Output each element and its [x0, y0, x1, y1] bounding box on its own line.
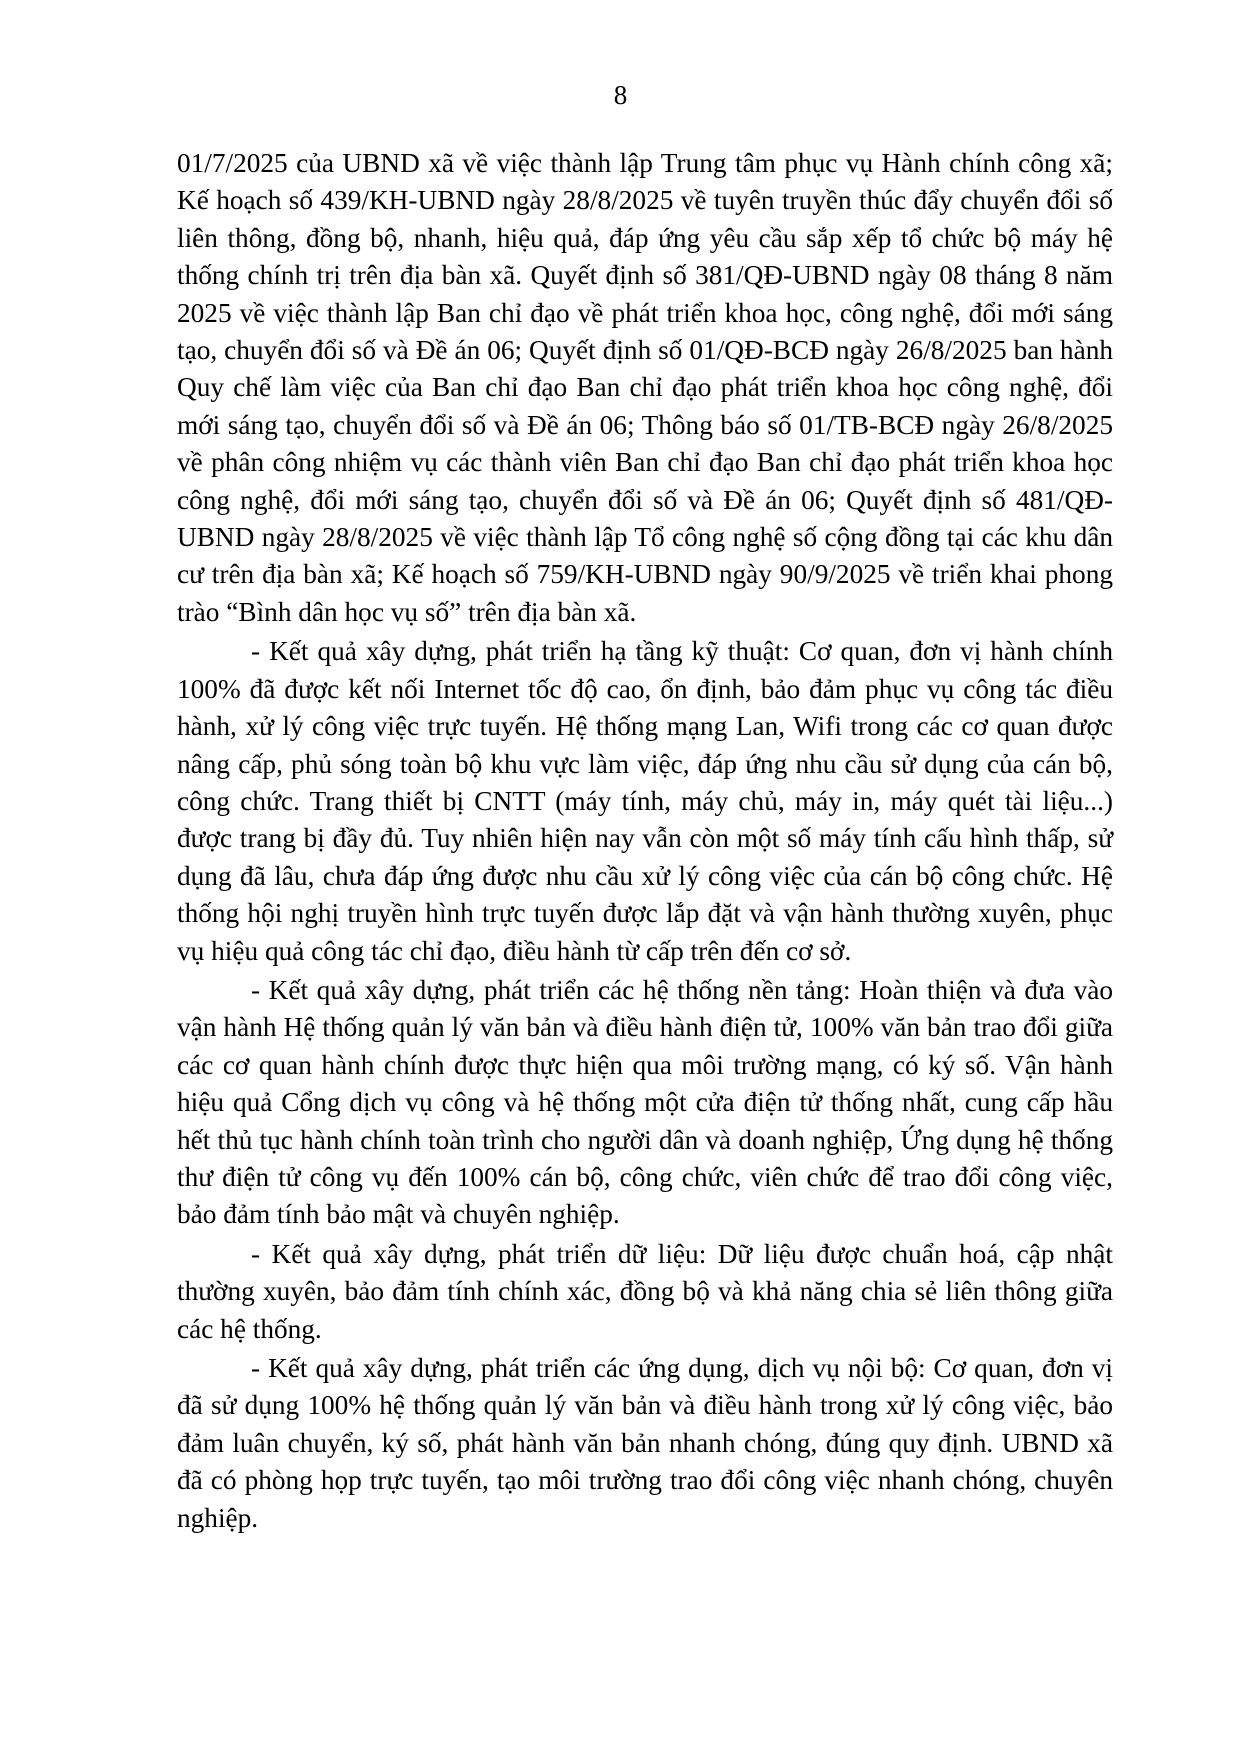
paragraph-platform-systems: - Kết quả xây dựng, phát triển các hệ thống nền tảng: Hoàn thiện và đưa vào vận hành Hệ thống quản lý văn bản và điều hành điện tử, 100% văn bản trao đổi giữa các cơ quan hành chính được thực hiện qua môi trường mạng, có ký số. Vận hành hiệu quả Cổng dịch vụ công và hệ thống một cửa điện tử thống nhất, cung cấp hầu hết thủ tục hành chính toàn trình cho người dân và doanh nghiệp, Ứng dụng hệ thống thư điện tử công vụ đến 100% cán bộ, công chức, viên chức để trao đổi công việc, bảo đảm tính bảo mật và chuyên nghiệp.	[177, 974, 1113, 1230]
paragraph-internal-applications: - Kết quả xây dựng, phát triển các ứng dụng, dịch vụ nội bộ: Cơ quan, đơn vị đã sử dụng 100% hệ thống quản lý văn bản và điều hành trong xử lý công việc, bảo đảm luân chuyển, ký số, phát hành văn bản nhanh chóng, đúng quy định. UBND xã đã có phòng họp trực tuyến, tạo môi trường trao đổi công việc nhanh chóng, chuyên nghiệp.	[177, 1353, 1113, 1533]
paragraph-legal-documents: 01/7/2025 của UBND xã về việc thành lập Trung tâm phục vụ Hành chính công xã; Kế hoạch số 439/KH-UBND ngày 28/8/2025 về tuyên truyền thúc đẩy chuyển đổi số liên thông, đồng bộ, nhanh, hiệu quả, đáp ứng yêu cầu sắp xếp tổ chức bộ máy hệ thống chính trị trên địa bàn xã. Quyết định số 381/QĐ-UBND ngày 08 tháng 8 năm 2025 về việc thành lập Ban chỉ đạo về phát triển khoa học, công nghệ, đổi mới sáng tạo, chuyển đổi số và Đề án 06; Quyết định số 01/QĐ-BCĐ ngày 26/8/2025 ban hành Quy chế làm việc của Ban chỉ đạo Ban chỉ đạo phát triển khoa học công nghệ, đổi mới sáng tạo, chuyển đổi số và Đề án 06; Thông báo số 01/TB-BCĐ ngày 26/8/2025 về phân công nhiệm vụ các thành viên Ban chỉ đạo Ban chỉ đạo phát triển khoa học công nghệ, đổi mới sáng tạo, chuyển đổi số và Đề án 06; Quyết định số 481/QĐ-UBND ngày 28/8/2025 về việc thành lập Tổ công nghệ số cộng đồng tại các khu dân cư trên địa bàn xã; Kế hoạch số 759/KH-UBND ngày 90/9/2025 về triển khai phong trào “Bình dân học vụ số” trên địa bàn xã.	[177, 148, 1113, 627]
document-body	[177, 145, 1113, 1537]
page-number: 8	[613, 80, 628, 110]
paragraph-data-development: - Kết quả xây dựng, phát triển dữ liệu: Dữ liệu được chuẩn hoá, cập nhật thường xuyên, bảo đảm tính chính xác, đồng bộ và khả năng chia sẻ liên thông giữa các hệ thống.	[177, 1238, 1113, 1344]
paragraph-technical-infrastructure: - Kết quả xây dựng, phát triển hạ tầng kỹ thuật: Cơ quan, đơn vị hành chính 100% đã được kết nối Internet tốc độ cao, ổn định, bảo đảm phục vụ công tác điều hành, xử lý công việc trực tuyến. Hệ thống mạng Lan, Wifi trong các cơ quan được nâng cấp, phủ sóng toàn bộ khu vực làm việc, đáp ứng nhu cầu sử dụng của cán bộ, công chức. Trang thiết bị CNTT (máy tính, máy chủ, máy in, máy quét tài liệu...) được trang bị đầy đủ. Tuy nhiên hiện nay vẫn còn một số máy tính cấu hình thấp, sử dụng đã lâu, chưa đáp ứng được nhu cầu xử lý công việc của cán bộ công chức. Hệ thống hội nghị truyền hình trực tuyến được lắp đặt và vận hành thường xuyên, phục vụ hiệu quả công tác chỉ đạo, điều hành từ cấp trên đến cơ sở.	[177, 636, 1113, 966]
